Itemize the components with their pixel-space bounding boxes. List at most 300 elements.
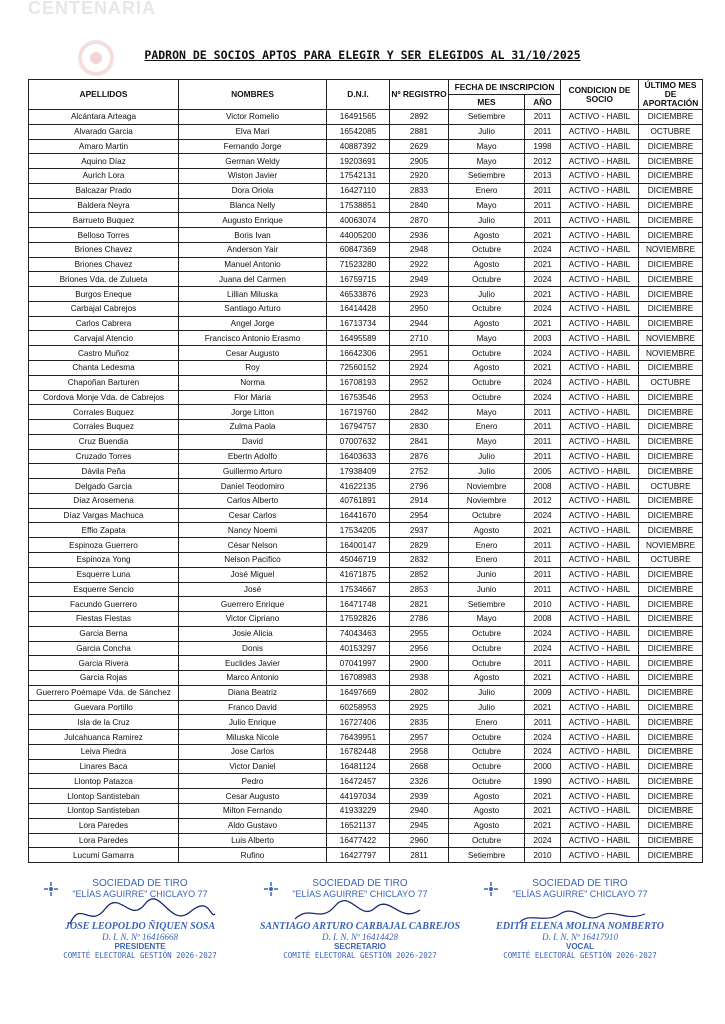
cell-nombres: Luis Alberto [179,833,327,848]
cell-ultimo-mes: DICIEMBRE [639,759,703,774]
cell-anio: 2024 [525,626,561,641]
cell-dni: 16727406 [327,715,390,730]
star-icon [44,882,58,896]
cell-nombres: Angel Jorge [179,316,327,331]
cell-nombres: Aldo Gustavo [179,818,327,833]
cell-apellidos: Llontop Santisteban [29,789,179,804]
table-row [29,257,703,272]
cell-nombres: Norma [179,375,327,390]
cell-apellidos: Cordova Monje Vda. de Cabrejos [29,390,179,405]
cell-ultimo-mes: DICIEMBRE [639,213,703,228]
cell-mes: Agosto [449,316,525,331]
cell-anio: 2011 [525,198,561,213]
cell-anio: 2003 [525,331,561,346]
cell-apellidos: Guerrero Poémape Vda. de Sánchez [29,685,179,700]
cell-registro: 2924 [390,361,449,376]
cell-dni: 17592826 [327,612,390,627]
cell-mes: Agosto [449,228,525,243]
cell-anio: 2021 [525,700,561,715]
cell-apellidos: Dávila Peña [29,464,179,479]
cell-mes: Mayo [449,434,525,449]
cell-anio: 2021 [525,523,561,538]
cell-apellidos: Garcia Rivera [29,656,179,671]
cell-nombres: Victor Daniel [179,759,327,774]
cell-anio: 2011 [525,715,561,730]
table-row [29,848,703,863]
cell-ultimo-mes: DICIEMBRE [639,567,703,582]
cell-apellidos: Garcia Rojas [29,671,179,686]
table-row [29,346,703,361]
cell-mes: Julio [449,449,525,464]
cell-anio: 2011 [525,405,561,420]
cell-apellidos: Lucumi Gamarra [29,848,179,863]
cell-registro: 2832 [390,552,449,567]
cell-dni: 16713734 [327,316,390,331]
header-fecha-inscripcion: FECHA DE INSCRIPCION [449,80,561,95]
cell-condicion: ACTIVO - HABIL [561,464,639,479]
cell-mes: Mayo [449,405,525,420]
cell-anio: 2010 [525,848,561,863]
cell-dni: 41671875 [327,567,390,582]
cell-apellidos: Alcántara Arteaga [29,110,179,125]
cell-ultimo-mes: OCTUBRE [639,479,703,494]
cell-mes: Junio [449,567,525,582]
cell-mes: Enero [449,552,525,567]
cell-ultimo-mes: DICIEMBRE [639,110,703,125]
cell-anio: 2013 [525,169,561,184]
cell-dni: 16403633 [327,449,390,464]
cell-registro: 2833 [390,183,449,198]
header-nombres: NOMBRES [179,80,327,110]
cell-registro: 2811 [390,848,449,863]
cell-condicion: ACTIVO - HABIL [561,759,639,774]
cell-mes: Mayo [449,198,525,213]
signer-name: SANTIAGO ARTURO CARBAJAL CABREJOS [259,921,461,932]
cell-condicion: ACTIVO - HABIL [561,508,639,523]
cell-apellidos: Aurich Lora [29,169,179,184]
cell-anio: 2024 [525,390,561,405]
cell-apellidos: Garcia Concha [29,641,179,656]
cell-condicion: ACTIVO - HABIL [561,361,639,376]
cell-mes: Agosto [449,789,525,804]
cell-condicion: ACTIVO - HABIL [561,833,639,848]
cell-condicion: ACTIVO - HABIL [561,124,639,139]
cell-nombres: Daniel Teodomiro [179,479,327,494]
cell-registro: 2840 [390,198,449,213]
table-row [29,715,703,730]
cell-nombres: Juana del Carmen [179,272,327,287]
signer-role: SECRETARIO [334,942,386,951]
cell-registro: 2957 [390,730,449,745]
cell-condicion: ACTIVO - HABIL [561,715,639,730]
cell-anio: 2021 [525,789,561,804]
cell-apellidos: Castro Muñoz [29,346,179,361]
cell-ultimo-mes: DICIEMBRE [639,434,703,449]
cell-registro: 2629 [390,139,449,154]
table-row [29,789,703,804]
cell-nombres: Dora Oriola [179,183,327,198]
cell-anio: 2012 [525,493,561,508]
cell-condicion: ACTIVO - HABIL [561,597,639,612]
signer-role: VOCAL [566,942,594,951]
cell-dni: 19203691 [327,154,390,169]
cell-nombres: Augusto Enrique [179,213,327,228]
table-row [29,774,703,789]
cell-dni: 16542085 [327,124,390,139]
cell-apellidos: Baldera Neyra [29,198,179,213]
cell-condicion: ACTIVO - HABIL [561,493,639,508]
table-row [29,759,703,774]
cell-mes: Mayo [449,139,525,154]
cell-condicion: ACTIVO - HABIL [561,139,639,154]
cell-nombres: José [179,582,327,597]
cell-mes: Octubre [449,375,525,390]
table-row [29,730,703,745]
table-row [29,641,703,656]
cell-dni: 16471748 [327,597,390,612]
cell-nombres: Flor Maria [179,390,327,405]
cell-registro: 2821 [390,597,449,612]
cell-dni: 16708193 [327,375,390,390]
cell-ultimo-mes: DICIEMBRE [639,656,703,671]
cell-ultimo-mes: DICIEMBRE [639,597,703,612]
cell-nombres: Blanca Nelly [179,198,327,213]
cell-mes: Noviembre [449,493,525,508]
table-row [29,124,703,139]
cell-dni: 17534667 [327,582,390,597]
table-row [29,420,703,435]
cell-dni: 07041997 [327,656,390,671]
cell-condicion: ACTIVO - HABIL [561,612,639,627]
cell-registro: 2668 [390,759,449,774]
cell-condicion: ACTIVO - HABIL [561,316,639,331]
cell-registro: 2925 [390,700,449,715]
cell-anio: 2012 [525,154,561,169]
cell-anio: 2011 [525,538,561,553]
cell-mes: Octubre [449,730,525,745]
cell-nombres: Cesar Augusto [179,346,327,361]
cell-anio: 2024 [525,272,561,287]
star-icon [264,882,278,896]
cell-nombres: Zulma Paola [179,420,327,435]
cell-mes: Agosto [449,257,525,272]
cell-ultimo-mes: DICIEMBRE [639,818,703,833]
cell-registro: 2802 [390,685,449,700]
cell-registro: 2752 [390,464,449,479]
cell-anio: 2024 [525,242,561,257]
table-row [29,597,703,612]
table-row [29,198,703,213]
cell-condicion: ACTIVO - HABIL [561,700,639,715]
cell-dni: 16441670 [327,508,390,523]
cell-condicion: ACTIVO - HABIL [561,110,639,125]
cell-apellidos: Corrales Buquez [29,405,179,420]
cell-condicion: ACTIVO - HABIL [561,287,639,302]
cell-apellidos: Amaro Martin [29,139,179,154]
cell-nombres: César Nelson [179,538,327,553]
cell-registro: 2830 [390,420,449,435]
cell-nombres: Ebertn Adolfo [179,449,327,464]
cell-condicion: ACTIVO - HABIL [561,538,639,553]
cell-registro: 2870 [390,213,449,228]
cell-dni: 17542131 [327,169,390,184]
cell-registro: 2939 [390,789,449,804]
cell-apellidos: Guevara Portillo [29,700,179,715]
cell-nombres: Milton Fernando [179,803,327,818]
cell-mes: Octubre [449,508,525,523]
cell-condicion: ACTIVO - HABIL [561,848,639,863]
cell-dni: 07007632 [327,434,390,449]
cell-apellidos: Espinoza Yong [29,552,179,567]
cell-ultimo-mes: DICIEMBRE [639,449,703,464]
table-row [29,671,703,686]
cell-mes: Julio [449,700,525,715]
table-row [29,154,703,169]
cell-dni: 16491565 [327,110,390,125]
cell-registro: 2958 [390,744,449,759]
cell-anio: 2021 [525,257,561,272]
table-row [29,242,703,257]
cell-condicion: ACTIVO - HABIL [561,242,639,257]
table-row [29,434,703,449]
table-row [29,508,703,523]
handwritten-signature [500,894,660,934]
cell-apellidos: Fiestas Fiestas [29,612,179,627]
cell-apellidos: Esquerre Luna [29,567,179,582]
cell-dni: 71523280 [327,257,390,272]
cell-condicion: ACTIVO - HABIL [561,272,639,287]
cell-mes: Enero [449,183,525,198]
cell-mes: Mayo [449,612,525,627]
table-row [29,375,703,390]
cell-nombres: Victor Romelio [179,110,327,125]
cell-anio: 2008 [525,479,561,494]
cell-dni: 74043463 [327,626,390,641]
cell-anio: 2024 [525,730,561,745]
cell-anio: 2024 [525,301,561,316]
cell-anio: 2009 [525,685,561,700]
cell-condicion: ACTIVO - HABIL [561,744,639,759]
society-name: SOCIEDAD DE TIRO [312,878,408,889]
cell-dni: 60847369 [327,242,390,257]
table-row [29,612,703,627]
table-row [29,567,703,582]
cell-nombres: German Weldy [179,154,327,169]
cell-apellidos: Carvajal Atencio [29,331,179,346]
cell-ultimo-mes: DICIEMBRE [639,789,703,804]
cell-nombres: Manuel Antonio [179,257,327,272]
cell-condicion: ACTIVO - HABIL [561,331,639,346]
cell-dni: 16497669 [327,685,390,700]
cell-ultimo-mes: NOVIEMBRE [639,331,703,346]
cell-anio: 2024 [525,346,561,361]
cell-anio: 2011 [525,183,561,198]
table-row [29,287,703,302]
cell-nombres: Jorge Litton [179,405,327,420]
table-row [29,582,703,597]
cell-apellidos: Burgos Eneque [29,287,179,302]
cell-dni: 60258953 [327,700,390,715]
cell-ultimo-mes: OCTUBRE [639,375,703,390]
cell-nombres: Josie Alicia [179,626,327,641]
cell-apellidos: Carbajal Cabrejos [29,301,179,316]
cell-dni: 16759715 [327,272,390,287]
cell-apellidos: Balcazar Prado [29,183,179,198]
signer-comite: COMITÉ ELECTORAL GESTIÓN 2026-2027 [283,951,437,960]
cell-ultimo-mes: DICIEMBRE [639,272,703,287]
cell-registro: 2940 [390,803,449,818]
cell-dni: 16472457 [327,774,390,789]
cell-anio: 2005 [525,464,561,479]
cell-apellidos: Linares Baca [29,759,179,774]
cell-nombres: Pedro [179,774,327,789]
cell-nombres: David [179,434,327,449]
cell-condicion: ACTIVO - HABIL [561,774,639,789]
cell-mes: Octubre [449,744,525,759]
cell-registro: 2326 [390,774,449,789]
cell-registro: 2881 [390,124,449,139]
cell-mes: Setiembre [449,169,525,184]
cell-registro: 2948 [390,242,449,257]
cell-mes: Julio [449,685,525,700]
cell-nombres: Boris Ivan [179,228,327,243]
table-row [29,183,703,198]
cell-ultimo-mes: DICIEMBRE [639,316,703,331]
society-subtitle: "ELÍAS AGUIRRE" CHICLAYO 77 [292,889,428,899]
cell-ultimo-mes: DICIEMBRE [639,730,703,745]
cell-ultimo-mes: DICIEMBRE [639,582,703,597]
cell-mes: Octubre [449,626,525,641]
members-table-body [29,110,703,863]
cell-ultimo-mes: DICIEMBRE [639,833,703,848]
cell-dni: 40887392 [327,139,390,154]
cell-dni: 17938409 [327,464,390,479]
cell-apellidos: Belloso Torres [29,228,179,243]
cell-mes: Setiembre [449,110,525,125]
cell-dni: 72560152 [327,361,390,376]
cell-dni: 16400147 [327,538,390,553]
table-row [29,169,703,184]
cell-registro: 2914 [390,493,449,508]
cell-condicion: ACTIVO - HABIL [561,789,639,804]
cell-registro: 2710 [390,331,449,346]
cell-ultimo-mes: DICIEMBRE [639,715,703,730]
table-row [29,685,703,700]
header-anio: AÑO [525,95,561,110]
cell-condicion: ACTIVO - HABIL [561,730,639,745]
cell-registro: 2952 [390,375,449,390]
cell-mes: Enero [449,420,525,435]
cell-registro: 2951 [390,346,449,361]
cell-ultimo-mes: DICIEMBRE [639,523,703,538]
cell-nombres: Franco David [179,700,327,715]
cell-registro: 2876 [390,449,449,464]
society-subtitle: "ELÍAS AGUIRRE" CHICLAYO 77 [72,889,208,899]
cell-anio: 2024 [525,508,561,523]
cell-apellidos: Lora Paredes [29,833,179,848]
cell-apellidos: Barrueto Buquez [29,213,179,228]
header-registro: Nº REGISTRO [390,80,449,110]
table-row [29,213,703,228]
logo-text: CENTENARIA [28,0,157,18]
cell-mes: Julio [449,464,525,479]
cell-nombres: Santiago Arturo [179,301,327,316]
cell-nombres: Marco Antonio [179,671,327,686]
cell-registro: 2905 [390,154,449,169]
cell-dni: 16642306 [327,346,390,361]
cell-ultimo-mes: DICIEMBRE [639,774,703,789]
cell-nombres: Lillian Miluska [179,287,327,302]
cell-mes: Setiembre [449,848,525,863]
cell-ultimo-mes: DICIEMBRE [639,257,703,272]
cell-dni: 16782448 [327,744,390,759]
cell-mes: Agosto [449,818,525,833]
signer-dni: D. I. N. Nº 16414428 [321,932,399,942]
members-table [28,79,703,863]
cell-registro: 2955 [390,626,449,641]
cell-registro: 2922 [390,257,449,272]
table-row [29,479,703,494]
cell-anio: 2011 [525,449,561,464]
cell-nombres: Carlos Alberto [179,493,327,508]
cell-anio: 2011 [525,420,561,435]
cell-condicion: ACTIVO - HABIL [561,479,639,494]
star-icon [484,882,498,896]
table-row [29,818,703,833]
cell-anio: 2024 [525,375,561,390]
cell-registro: 2936 [390,228,449,243]
society-name: SOCIEDAD DE TIRO [92,878,188,889]
cell-nombres: Nancy Noemi [179,523,327,538]
cell-ultimo-mes: DICIEMBRE [639,169,703,184]
cell-nombres: Julio Enrique [179,715,327,730]
signer-dni: D. I. N. Nº 16416668 [101,932,179,942]
society-name: SOCIEDAD DE TIRO [532,878,628,889]
table-row [29,316,703,331]
cell-dni: 16427797 [327,848,390,863]
cell-dni: 16477422 [327,833,390,848]
cell-dni: 16753546 [327,390,390,405]
cell-ultimo-mes: DICIEMBRE [639,420,703,435]
cell-anio: 2011 [525,434,561,449]
cell-apellidos: Delgado Garcia [29,479,179,494]
society-subtitle: "ELÍAS AGUIRRE" CHICLAYO 77 [512,889,648,899]
cell-registro: 2853 [390,582,449,597]
cell-registro: 2923 [390,287,449,302]
cell-ultimo-mes: DICIEMBRE [639,848,703,863]
table-row [29,361,703,376]
cell-anio: 2000 [525,759,561,774]
cell-ultimo-mes: NOVIEMBRE [639,242,703,257]
cell-apellidos: Cruzado Torres [29,449,179,464]
cell-condicion: ACTIVO - HABIL [561,671,639,686]
cell-anio: 2024 [525,641,561,656]
cell-dni: 45046719 [327,552,390,567]
cell-nombres: Diana Beatriz [179,685,327,700]
cell-nombres: Miluska Nicole [179,730,327,745]
cell-anio: 2011 [525,110,561,125]
cell-mes: Julio [449,124,525,139]
cell-mes: Agosto [449,803,525,818]
cell-ultimo-mes: DICIEMBRE [639,301,703,316]
table-row [29,110,703,125]
cell-ultimo-mes: DICIEMBRE [639,198,703,213]
cell-registro: 2945 [390,818,449,833]
cell-dni: 41622135 [327,479,390,494]
cell-mes: Octubre [449,656,525,671]
cell-nombres: Francisco Antonio Erasmo [179,331,327,346]
cell-mes: Agosto [449,671,525,686]
